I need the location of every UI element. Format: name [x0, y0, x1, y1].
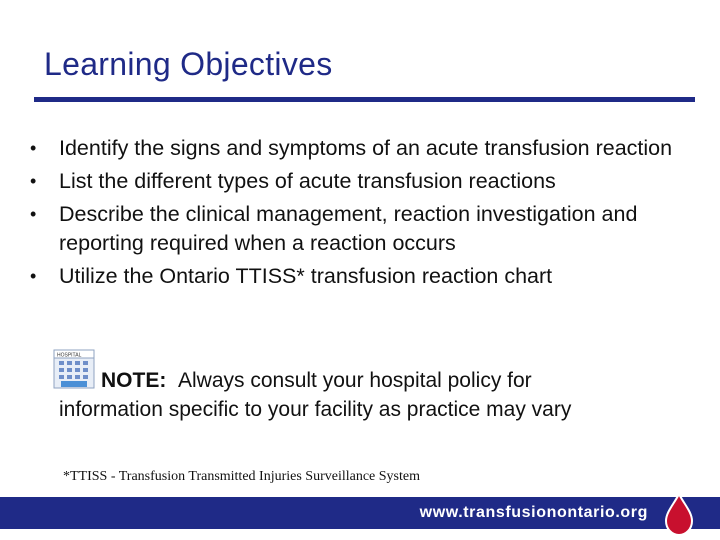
- footer-url: www.transfusionontario.org: [419, 504, 648, 521]
- bullet-dot: •: [30, 138, 37, 158]
- title-divider: [34, 97, 695, 102]
- blood-drop-icon: [664, 492, 694, 538]
- hospital-icon-label: HOSPITAL: [57, 352, 82, 359]
- list-item-text: Describe the clinical management, reaction investigation and reporting required when a reaction occurs: [59, 202, 638, 255]
- list-item: [30, 167, 690, 196]
- objectives-list: [30, 134, 690, 295]
- list-item: [30, 200, 690, 258]
- footnote: *TTISS - Transfusion Transmitted Injuries Surveillance System: [63, 469, 420, 484]
- note-line-1-text: Always consult your hospital policy for: [178, 369, 532, 392]
- note-line-2: information specific to your facility as practice may vary: [59, 398, 572, 421]
- list-item: [30, 134, 690, 163]
- slide-title: Learning Objectives: [44, 46, 333, 82]
- note-label: NOTE:: [101, 369, 167, 392]
- bullet-dot: •: [30, 266, 37, 286]
- footer-bar: [0, 497, 720, 529]
- list-item: [30, 262, 690, 291]
- bullet-dot: •: [30, 204, 37, 224]
- list-item-text: Utilize the Ontario TTISS* transfusion reaction chart: [59, 264, 553, 288]
- note-line-1: [101, 366, 699, 395]
- bullet-dot: •: [30, 171, 37, 191]
- note-text: [59, 366, 699, 424]
- list-item-text: Identify the signs and symptoms of an acute transfusion reaction: [59, 136, 673, 160]
- list-item-text: List the different types of acute transfusion reactions: [59, 169, 556, 193]
